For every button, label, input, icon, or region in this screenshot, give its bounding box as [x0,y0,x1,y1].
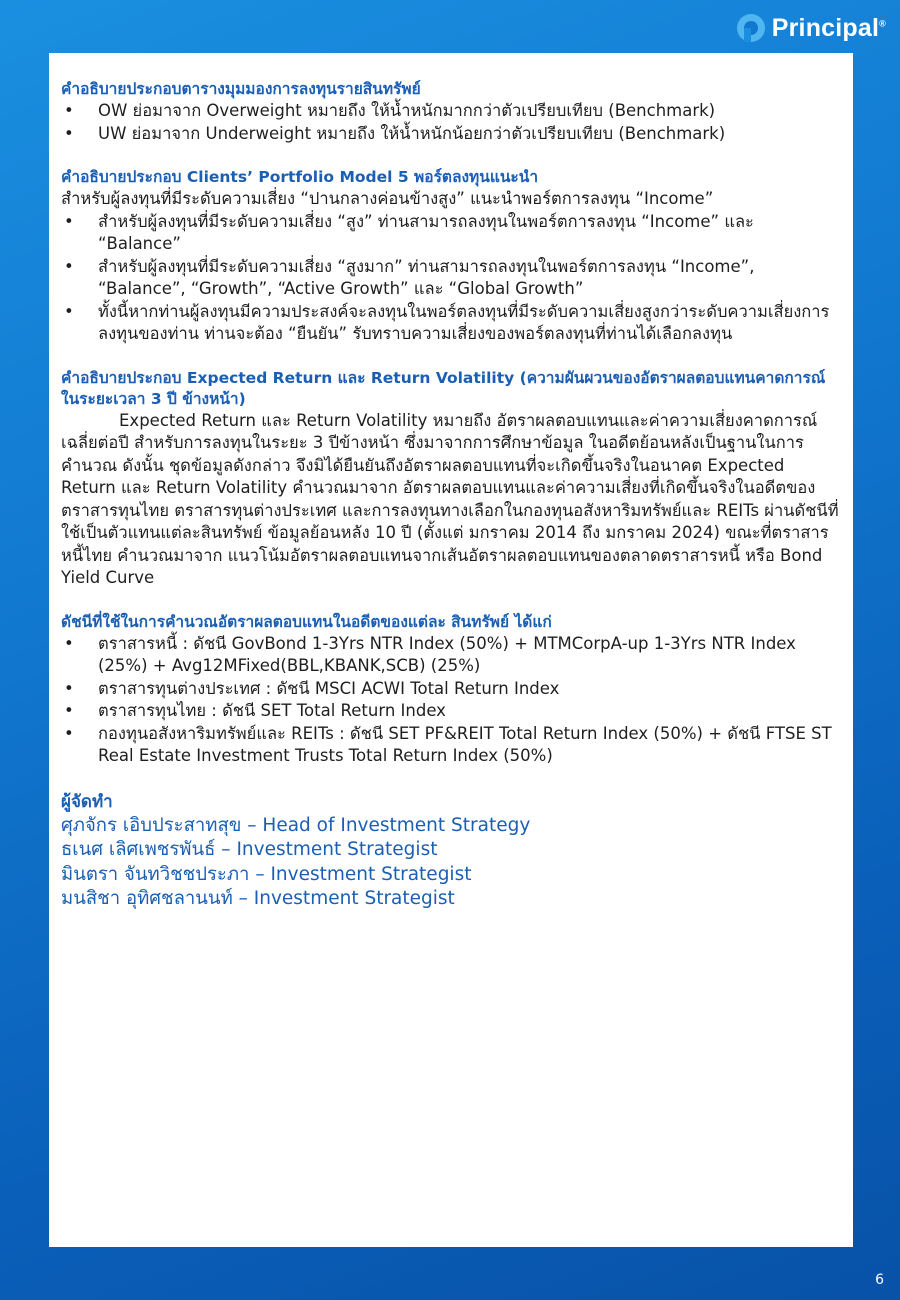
portfolio-model-title: คำอธิบายประกอบ Clients’ Portfolio Model 5 พอร์ตลงทุนแนะนำ [61,168,539,186]
indices-title: ดัชนีที่ใช้ในการคำนวณอัตราผลตอบแทนในอดีตของแต่ละ สินทรัพย์ ได้แก่ [61,612,552,631]
weighting-list [61,100,841,145]
principal-logo [736,10,886,46]
portfolio-model-intro: สำหรับผู้ลงทุนที่มีระดับความเสี่ยง “ปานกลางค่อนข้างสูง” แนะนำพอร์ตการลงทุน “Income” [61,189,714,208]
expected-return-title: คำอธิบายประกอบ Expected Return และ Return Volatility (ความผันผวนของอัตราผลตอบแทนคาดการณ์ในระยะเวลา 3 ปี ข้างหน้า) [61,368,826,408]
list-item: • ตราสารหนี้ : ดัชนี GovBond 1-3Yrs NTR Index (50%) + MTMCorpA-up 1-3Yrs NTR Index (25%) + Avg12MFixed(BBL,KBANK,SCB) (25%) [64,633,796,675]
portfolio-model-list [61,211,841,346]
authors-title: ผู้จัดทำ [61,791,113,812]
registered-mark: ® [879,18,886,29]
page-number: 6 [875,1272,884,1288]
list-item: • กองทุนอสังหาริมทรัพย์และ REITs : ดัชนี SET PF&REIT Total Return Index (50%) + ดัชนี FTSE ST Real Estate Investment Trusts Total Return Index (50%) [64,723,832,765]
weighting-title: คำอธิบายประกอบตารางมุมมองการลงทุนรายสินทรัพย์ [61,80,421,98]
list-item: • OW ย่อมาจาก Overweight หมายถึง ให้น้ำหนักมากกว่าตัวเปรียบเทียบ (Benchmark) [64,101,716,120]
list-item: • UW ย่อมาจาก Underweight หมายถึง ให้น้ำหนักน้อยกว่าตัวเปรียบเทียบ (Benchmark) [64,123,726,143]
list-item: • ตราสารทุนไทย : ดัชนี SET Total Return Index [64,701,446,720]
author-name: มินตรา จันทวิชชประภา – Investment Strategist [61,863,472,885]
principal-logo-icon [736,13,766,43]
content-card [49,53,853,1247]
author-name: ศุภจักร เอิบประสาทสุข – Head of Investment Strategy [61,814,531,836]
author-name: มนสิชา อุทิศชลานนท์ – Investment Strategist [61,888,455,909]
expected-return-paragraph: Expected Return และ Return Volatility หมายถึง อัตราผลตอบแทนและค่าความเสี่ยงคาดการณ์เฉลี่ยต่อปี สำหรับการลงทุนในระยะ 3 ปีข้างหน้า ซึ่งมาจากการศึกษาข้อมูล ในอดีตย้อนหลังเป็นฐานในการคำนวณ ดังนั้น ชุดข้อมูลดังกล่าว จึงมิได้ยืนยันถึงอัตราผลตอบแทนที่จะเกิดขึ้นจริงในอนาคต Expected Return และ Return Volatility คำนวณมาจาก อัตราผลตอบแทนและค่าความเสี่ยงที่เกิดขึ้นจริงในอดีตของตราสารทุนไทย ตราสารทุนต่างประเทศ และการลงทุนทางเลือกในกองทุนอสังหาริมทรัพย์และ REITs ผ่านดัชนีที่ใช้เป็นตัวแทนแต่ละสินทรัพย์ ข้อมูลย้อนหลัง 10 ปี (ตั้งแต่ มกราคม 2014 ถึง มกราคม 2024) ขณะที่ตราสารหนี้ไทย คำนวณมาจาก แนวโน้มอัตราผลตอบแทนจากเส้นอัตราผลตอบแทนของตลาดตราสารหนี้ หรือ Bond Yield Curve [61,410,839,587]
logo-text: Principal® [771,13,886,42]
list-item: • ทั้งนี้หากท่านผู้ลงทุนมีความประสงค์จะลงทุนในพอร์ตลงทุนที่มีระดับความเสี่ยงสูงกว่าระดับความเสี่ยงการลงทุนของท่าน ท่านจะต้อง “ยืนยัน” รับทราบความเสี่ยงของพอร์ตลงทุนที่ท่านได้เลือกลงทุน [64,301,830,343]
author-name: ธเนศ เลิศเพชรพันธ์ – Investment Strategist [61,839,438,860]
list-item: • สำหรับผู้ลงทุนที่มีระดับความเสี่ยง “สูง” ท่านสามารถลงทุนในพอร์ตการลงทุน “Income” และ “Balance” [64,211,754,253]
list-item: • ตราสารทุนต่างประเทศ : ดัชนี MSCI ACWI Total Return Index [64,678,560,698]
indices-list [61,633,841,768]
list-item: • สำหรับผู้ลงทุนที่มีระดับความเสี่ยง “สูงมาก” ท่านสามารถลงทุนในพอร์ตการลงทุน “Income”, “Balance”, “Growth”, “Active Growth” และ “Global Growth” [64,256,755,298]
